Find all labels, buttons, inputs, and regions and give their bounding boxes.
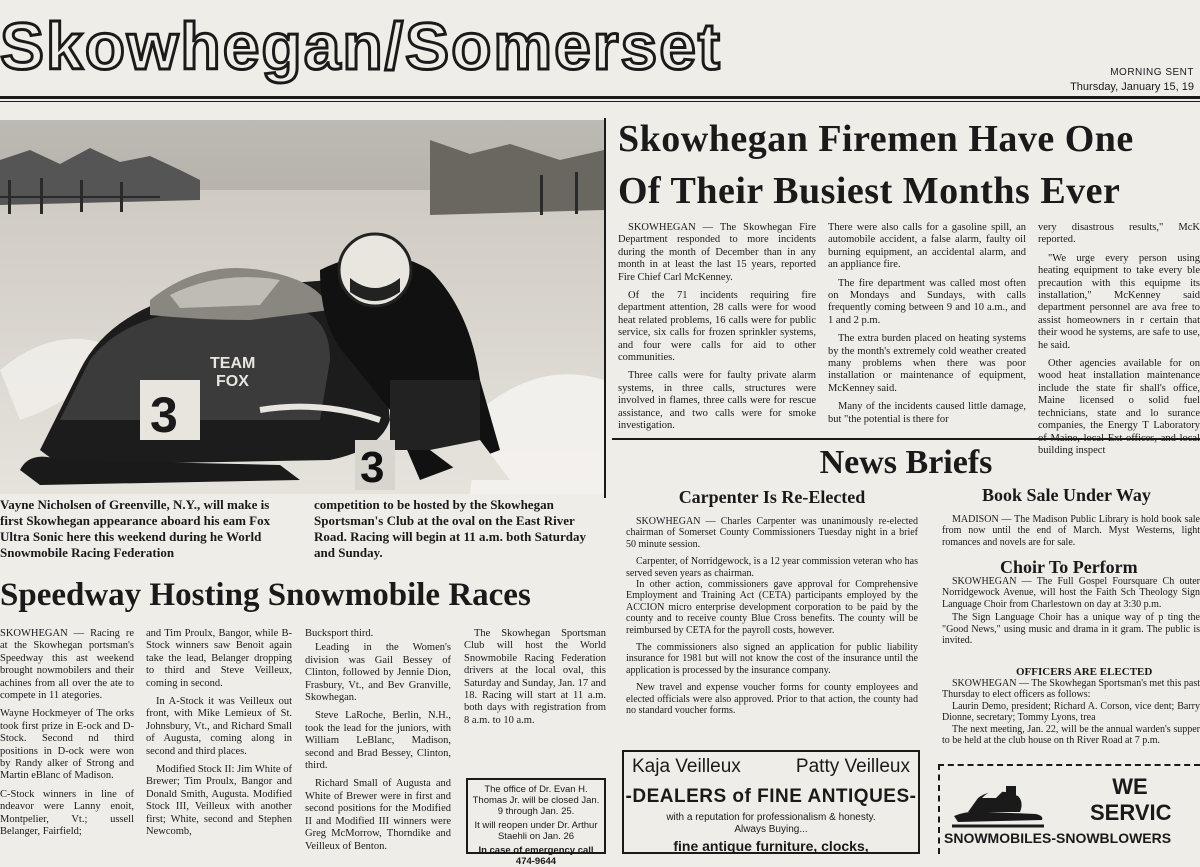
- speedway-headline: Speedway Hosting Snowmobile Races: [0, 577, 531, 613]
- firemen-col-3: [1038, 222, 1200, 456]
- speedway-para: Modified Stock II: Jim White of Brewer; Tim Proulx, Bangor and Donald Smith, Augusta. Modified Stock III, Veilleux with another first; White, second and Stephen Newcomb,: [146, 764, 292, 838]
- firemen-col-1: [618, 222, 816, 434]
- speedway-para: In A-Stock it was Veilleux out front, with Mike Lemieux of St. Johnsbury, Vt., and Richard Small of Augusta, coming along in second and third places.: [146, 696, 292, 757]
- service-ad-line-3: SNOWMOBILES-SNOWBLOWERS: [944, 830, 1172, 846]
- photo-caption-left: Vayne Nicholsen of Greenville, N.Y., will make is first Skowhegan appearance aboard his eam Fox Ultra Sonic here this weekend during he World Snowmobile Racing Federation: [0, 497, 271, 560]
- doctor-office-notice: [466, 778, 606, 867]
- firemen-para: Three calls were for faulty private alarm systems, in three calls, structures were involved in flames, three calls were for rescue assistance, and two calls were for smoke investigation.: [618, 370, 816, 432]
- carpenter-story: [626, 516, 918, 742]
- book-sale-story: [942, 514, 1200, 554]
- firemen-headline-line-2: Of Their Busiest Months Ever: [618, 170, 1121, 212]
- carpenter-para: Carpenter, of Norridgewock, is a 12 year commission veteran who has served seven years as chairman.: [626, 556, 918, 579]
- firemen-headline-line-1: Skowhegan Firemen Have One: [618, 118, 1134, 160]
- firemen-para: very disastrous results," McK reported.: [1038, 222, 1200, 246]
- speedway-col-4: [464, 628, 606, 748]
- dealer-name-left: Kaja Veilleux: [632, 756, 741, 777]
- firemen-para: Other agencies available for on wood heat installation maintenance include the state fir shall's office, Maine licensed o solid fuel technicians, state and lo surance companies, the Energy T Laboratory building inspect: [1038, 358, 1200, 456]
- speedway-para: Bucksport third.: [305, 628, 374, 639]
- firemen-para: SKOWHEGAN — The Skowhegan Fire Department responded to more incidents during the month of December than in any month in at least the last 15 years, reported Fire Chief Carl McKenney.: [618, 222, 816, 283]
- firemen-para: The fire department was called most often on Mondays and Sundays, with calls frequently coming between 9 and 10 a.m., and 1 and 2 p.m.: [828, 277, 1026, 326]
- speedway-para: Steve LaRoche, Berlin, N.H., took the lead for the juniors, with William LeBlanc, Madison, second and Brad Bessey, Clinton, third.: [305, 710, 451, 772]
- speedway-para: Richard Small of Augusta and White of Brewer were in first and second positions for the Modified II and Modified III winners were Greg McMorrow, Thorndike and Veilleux of Benton.: [305, 778, 451, 852]
- carpenter-headline: Carpenter Is Re-Elected: [678, 487, 866, 507]
- sled-fox-text: FOX: [216, 373, 249, 390]
- choir-para: The Sign Language Choir has a unique way of p ting the "Good News," using music and drama in it gram. The public is invited.: [942, 612, 1200, 647]
- speedway-col-2: [146, 628, 292, 854]
- antiques-ad-line-2: Always Buying...: [734, 824, 808, 835]
- paper-name: MORNING SENT: [1110, 67, 1194, 78]
- antiques-advertisement: [622, 750, 920, 854]
- photo-border-right: [604, 118, 606, 498]
- speedway-para: Wayne Hockmeyer of The orks took first prize in E-ock and D-Stock. Second nd third positions in D-ock were won by Randy alker of Strong and Martin eBlanc of Madison.: [0, 708, 134, 782]
- dealer-name-right: Patty Veilleux: [795, 756, 910, 777]
- firemen-para: Of the 71 incidents requiring fire department attention, 28 calls were for wood heat related problems, 16 calls were for public service, six calls for frozen sprinkler systems, and four were calls for aid to other communities.: [618, 290, 816, 364]
- firemen-para: Many of the incidents caused little damage, but "the potential is there for: [828, 401, 1026, 425]
- book-sale-headline: Book Sale Under Way: [982, 485, 1151, 505]
- masthead-title: Skowhegan/Somerset: [0, 9, 722, 83]
- notice-line-1: The office of Dr. Evan H. Thomas Jr. will be closed Jan. 9 through Jan. 25.: [472, 784, 600, 817]
- choir-para: SKOWHEGAN — The Full Gospel Foursquare Ch outer Norridgewock Avenue, will host the Faith Sch Theology Sign Language Choir from Charlestown on day at 3:30 p.m.: [942, 576, 1200, 610]
- antiques-ad-line-1: with a reputation for professionalism & honesty.: [666, 812, 876, 823]
- officers-story: [942, 678, 1200, 754]
- news-briefs-header: News Briefs: [819, 444, 993, 481]
- photo-caption-right: competition to be hosted by the Skowhegan Sportsman's Club at the oval on the East River Road. Racing will begin at 11 a.m. both Saturday and Sunday.: [314, 497, 586, 560]
- notice-line-3: In case of emergency call 474-9644: [478, 845, 594, 867]
- officers-para: Laurin Demo, president; Richard A. Corson, vice dent; Barry Dionne, secretary; Tommy Lyons, trea: [942, 700, 1200, 724]
- sled-number: 3: [150, 387, 178, 443]
- snowmobile-icon: [948, 780, 1048, 830]
- choir-story: [942, 576, 1200, 660]
- speedway-col-1: [0, 628, 134, 854]
- snowmobile-photo-art: [0, 120, 604, 494]
- notice-line-2: It will reopen under Dr. Arthur Staehli on Jan. 26: [474, 820, 598, 842]
- speedway-para: Leading in the Women's division was Gail Bessey of Clinton, followed by Jennie Dion, Frasbury, Vt., and Bev Granville, Skowhegan.: [305, 642, 451, 704]
- firemen-para: The extra burden placed on heating systems by the month's extremely cold weather created many problems when there was poor installation or maintenance of equipment, McKenney said.: [828, 333, 1026, 394]
- officers-para: SKOWHEGAN — The Skowhegan Sportsman's met this past Thursday to elect officers as follows:: [942, 678, 1200, 701]
- speedway-para: SKOWHEGAN — Racing re at the Skowhegan portsman's Speedway this ast weekend brought nowmobilers and their achines from all over the ate to compete in 11 ategories.: [0, 628, 134, 702]
- antiques-ad-line-3: fine antique furniture, clocks,: [673, 838, 869, 854]
- officers-headline: OFFICERS ARE ELECTED: [1016, 666, 1153, 678]
- officers-para: The next meeting, Jan. 22, will be the annual warden's supper to be held at the club house on th River Road at 7 p.m.: [942, 723, 1200, 747]
- snowmobile-service-advertisement: [938, 764, 1200, 854]
- carpenter-para: SKOWHEGAN — Charles Carpenter was unanimously re-elected chairman of Somerset County Commissioners Tuesday night in a brief 50 minute session.: [626, 516, 918, 550]
- issue-date: Thursday, January 15, 19: [1070, 81, 1194, 93]
- firemen-col-2: [828, 222, 1026, 434]
- speedway-para: and Tim Proulx, Bangor, while B-Stock winners saw Benoit again take the lead, Belanger dropping to third and Steve Veilleux, coming in second.: [146, 628, 292, 689]
- firemen-para: There were also calls for a gasoline spill, an automobile accident, a false alarm, faulty oil burning equipment, an accidental alarm, and an appliance fire.: [828, 222, 1026, 271]
- choir-headline: Choir To Perform: [1000, 557, 1138, 577]
- carpenter-para: New travel and expense voucher forms for county employees and elected officials were also approved. Prior to that action, the county had no standard voucher forms.: [626, 682, 918, 717]
- speedway-col-3: [305, 628, 451, 854]
- paper-info: [1070, 66, 1194, 94]
- carpenter-para: The commissioners also signed an application for public liability insurance for 1981 but will not know the cost of the insurance until the application is processed by the insurance company.: [626, 642, 918, 676]
- speedway-para: The Skowhegan Sportsman Club will host the World Snowmobile Racing Federation drivers at the local oval, this Saturday and Sunday, Jan. 17 and 18. Racing will start at 11 a.m. both days with registration from 8 a.m. to 10 a.m.: [464, 628, 606, 726]
- masthead-rule: [0, 96, 1200, 99]
- antiques-ad-headline: -DEALERS of FINE ANTIQUES-: [625, 786, 917, 807]
- service-ad-line-1: WE: [1112, 774, 1148, 799]
- snowmobile-photo: [0, 120, 604, 494]
- firemen-para: "We urge every person using heating equipment to take every ble precaution with this equipme its installation," McKenney said department personnel are ava free to assist homeowners in r certain that their wood he systems, are safe to use, he said.: [1038, 252, 1200, 351]
- carpenter-para: In other action, commissioners gave approval for Comprehensive Employment and Training Act (CETA) participants employed by the ACCION micro enterprise development corporation to be paid by the county and to receive county Blue Cross benefits. The county will be reimbursed by CETA for the payroll costs, however.: [626, 579, 918, 636]
- service-ad-line-2: SERVIC: [1090, 800, 1172, 825]
- speedway-para: C-Stock winners in line of ndeavor were Lanny enoit, Montpelier, Vt.; ussell Belanger, Fairfield;: [0, 788, 134, 838]
- masthead-rule-thin: [0, 101, 1200, 102]
- sled-team-text: TEAM: [210, 355, 256, 372]
- sled-number-rear: 3: [360, 443, 385, 492]
- book-sale-para: MADISON — The Madison Public Library is hold book sale from now until the end of March. Myst Westerns, light romances and novels are for sale.: [942, 514, 1200, 548]
